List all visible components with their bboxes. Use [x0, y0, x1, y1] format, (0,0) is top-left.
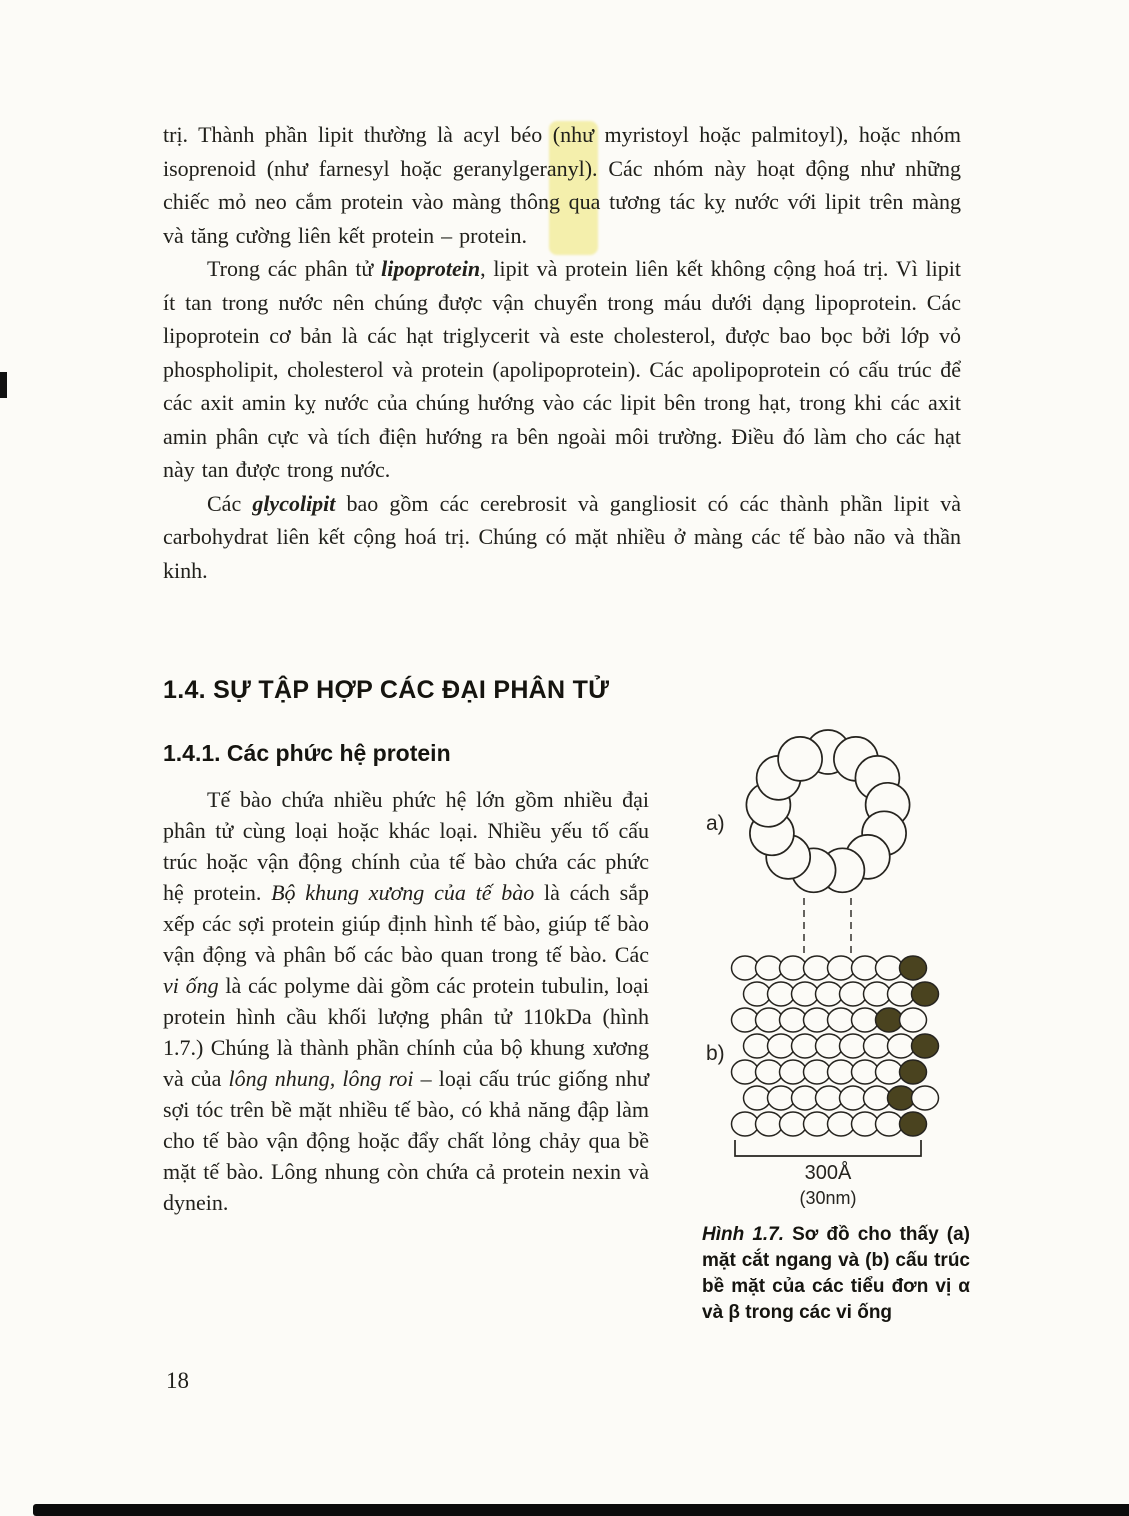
page-number: 18: [166, 1368, 189, 1393]
cross-section-ring: [746, 730, 909, 892]
scale-label-angstrom: 300Å: [804, 1162, 852, 1184]
paragraph: Trong các phân tử lipoprotein, lipit và protein liên kết không cộng hoá trị. Vì lipit ít tan trong nước nên chúng được vận chuyển trong máu dưới dạng lipoprotein. Các lipoprotein cơ bản là các hạt triglycerit và este cholesterol, được bao bọc bởi lớp vỏ phospholipit, cholesterol và protein (apolipoprotein). Các apolipoprotein có cấu trúc để các axit amin kỵ nước của chúng hướng vào các lipit bên trong hạt, trong khi các axit amin phân cực và tích điện hướng ra bên ngoài môi trường. Điều đó làm cho các hạt này tan được trong nước.: [163, 256, 961, 482]
main-text-block: [163, 118, 961, 587]
surface-lattice: [732, 956, 939, 1136]
scale-bracket: [735, 1140, 921, 1156]
figure-1-7: [688, 722, 968, 1167]
paragraph: Tế bào chứa nhiều phức hệ lớn gồm nhiều đại phân tử cùng loại hoặc khác loại. Nhiều yếu tố cấu trúc hoặc vận động chính của tế bào chứa các phức hệ protein. Bộ khung xương của tế bào là cách sắp xếp các sợi protein giúp định hình tế bào, giúp tế bào vận động và phân bố các bào quan trong tế bào. Các vi ống là các polyme dài gồm các protein tubulin, loại protein hình cầu khối lượng phân tử 110kDa (hình 1.7.) Chúng là thành phần chính của bộ khung xương và của lông nhung, lông roi – loại cấu trúc giống như sợi tóc trên bề mặt nhiều tế bào, có khả năng đập làm cho tế bào vận động hoặc đẩy chất lỏng chảy qua bề mặt tế bào. Lông nhung còn chứa cả protein nexin và dynein.: [163, 787, 649, 1215]
figure-label-b: b): [706, 1042, 725, 1065]
microtubule-diagram: [688, 722, 968, 1162]
left-column-text: [163, 784, 649, 1218]
scan-artifact-left-edge: [0, 372, 7, 398]
figure-label-a: a): [706, 812, 725, 835]
paragraph: trị. Thành phần lipit thường là acyl béo (như myristoyl hoặc palmitoyl), hoặc nhóm isoprenoid (như farnesyl hoặc geranylgeranyl). Các nhóm này hoạt động như những chiếc mỏ neo cắm protein vào màng thông qua tương tác kỵ nước với lipit trên màng và tăng cường liên kết protein – protein.: [163, 122, 961, 248]
subsection-heading: 1.4.1. Các phức hệ protein: [163, 740, 451, 766]
scan-artifact-bottom-bar: [33, 1504, 1129, 1516]
paragraph: Các glycolipit bao gồm các cerebrosit và gangliosit có các thành phần lipit và carbohydrat liên kết cộng hoá trị. Chúng có mặt nhiều ở màng các tế bào não và thần kinh.: [163, 490, 962, 583]
dashed-connectors: [804, 898, 851, 954]
scale-label-nm: (30nm): [799, 1188, 857, 1208]
section-heading: 1.4. SỰ TẬP HỢP CÁC ĐẠI PHÂN TỬ: [163, 676, 610, 704]
figure-caption: Hình 1.7. Sơ đồ cho thấy (a) mặt cắt ngang và (b) cấu trúc bề mặt của các tiểu đơn vị α và β trong các vi ống: [702, 1224, 970, 1323]
